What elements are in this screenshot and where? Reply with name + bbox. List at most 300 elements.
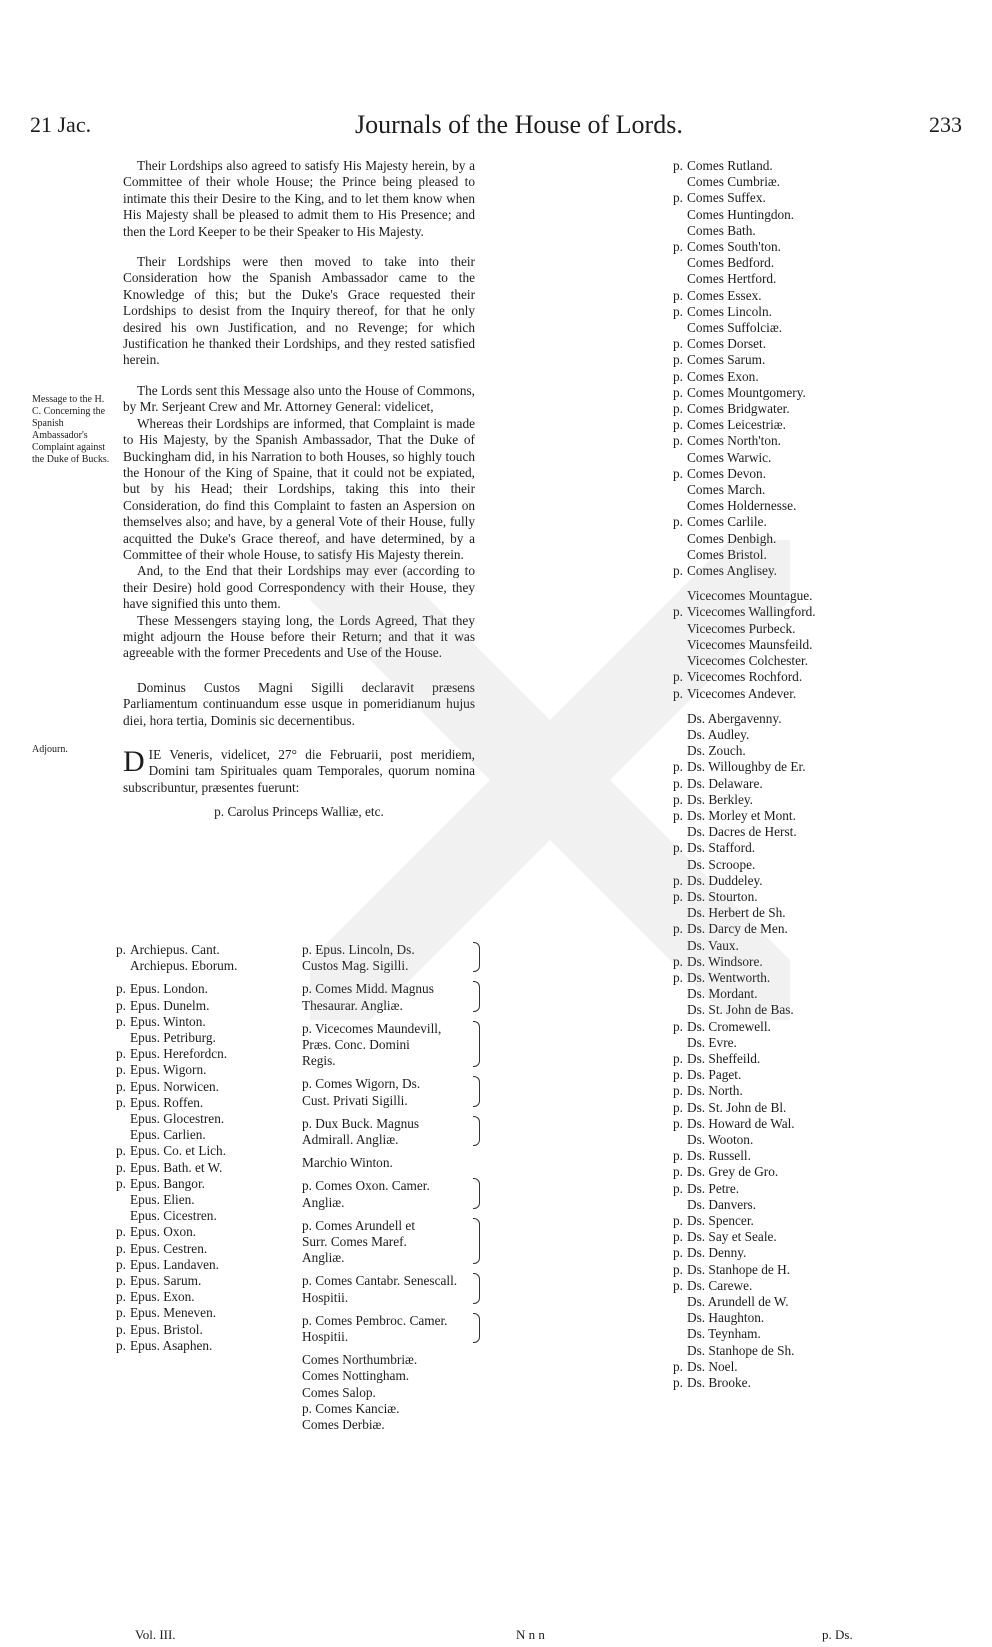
presence-mark: p. <box>673 1050 683 1066</box>
list-item <box>116 1208 292 1224</box>
peer-name: Epus. Herefordcn. <box>130 1046 228 1062</box>
list-item <box>673 1019 953 1035</box>
list-item <box>673 808 953 824</box>
officer-line: Admirall. Angliæ. <box>302 1132 399 1148</box>
peer-name: Ds. Teynham. <box>687 1326 761 1342</box>
officer-line: Regis. <box>302 1053 336 1069</box>
officer-line: Cust. Privati Sigilli. <box>302 1092 408 1108</box>
peer-name: Ds. Scroope. <box>687 856 756 872</box>
presence-mark: p. <box>116 1289 126 1305</box>
presence-mark: p. <box>673 791 683 807</box>
list-item <box>673 621 953 637</box>
officer-line: p. Comes Oxon. Camer. <box>302 1178 430 1194</box>
peer-name: Vicecomes Colchester. <box>687 653 809 669</box>
peer-name: Comes Suffolciæ. <box>687 320 783 336</box>
presence-mark: p. <box>673 921 683 937</box>
list-item <box>116 958 292 974</box>
peer-name: Ds. Delaware. <box>687 775 763 791</box>
presence-mark: p. <box>673 514 683 530</box>
list-item <box>673 1035 953 1051</box>
presence-mark: p. <box>116 1256 126 1272</box>
presence-mark: p. <box>116 1078 126 1094</box>
paragraph: Whereas their Lordships are informed, that Complaint is made to His Majesty, by the Spanish Ambassador, That the Duke of Buckingham did, in his Narration to both Houses, so highly touch the Honour of the King of Spaine, that it could not be expiated, but by his Head; their Lordships, taking this into their Consideration, do find this Complaint to fasten an Aspersion on themselves also; and have, by a general Vote of their House, fully acquitted the Duke's Grace thereof, and have determined, by a Committee of their whole House, to satisfy His Majesty therein. <box>123 415 475 562</box>
presence-mark: p. <box>673 969 683 985</box>
peer-name: Ds. Wooton. <box>687 1131 754 1147</box>
brace-mark <box>473 1313 480 1343</box>
peer-name: Comes Bristol. <box>687 546 767 562</box>
peer-name: Epus. Norwicen. <box>130 1078 219 1094</box>
brace-mark <box>473 1116 480 1146</box>
list-item <box>673 1310 953 1326</box>
peer-name: Ds. Stanhope de Sh. <box>687 1342 795 1358</box>
presence-mark: p. <box>673 1083 683 1099</box>
presence-mark: p. <box>673 336 683 352</box>
peer-name: Ds. Say et Seale. <box>687 1229 777 1245</box>
list-item <box>116 1160 292 1176</box>
presence-mark: p. <box>673 1180 683 1196</box>
brace-mark <box>473 1076 480 1106</box>
list-item <box>673 352 953 368</box>
officer-line: p. Comes Midd. Magnus <box>302 981 434 997</box>
peer-name: Comes Hertford. <box>687 271 777 287</box>
signature-mark: N n n <box>516 1627 545 1642</box>
list-item <box>116 942 292 958</box>
peer-name: Comes Essex. <box>687 287 762 303</box>
list-item <box>673 686 953 702</box>
peer-name: Archiepus. Cant. <box>130 942 220 957</box>
presence-mark: p. <box>673 1229 683 1245</box>
list-item <box>673 970 953 986</box>
header-title: Journals of the House of Lords. <box>355 110 683 139</box>
list-item <box>673 320 953 336</box>
officer-line: Marchio Winton. <box>302 1155 393 1171</box>
list-item <box>116 1014 292 1030</box>
peer-name: Ds. Stourton. <box>687 888 758 904</box>
peer-name: Ds. Vaux. <box>687 937 739 953</box>
list-item <box>673 986 953 1002</box>
peer-name: Epus. Glocestren. <box>130 1111 225 1127</box>
presence-mark: p. <box>116 981 126 997</box>
list-item <box>673 759 953 775</box>
presence-mark: p. <box>673 1115 683 1131</box>
list-item <box>673 304 953 320</box>
officer-block <box>302 1273 480 1305</box>
peer-name: Epus. Meneven. <box>130 1305 217 1321</box>
list-item <box>673 531 953 547</box>
officer-line: Comes Northumbriæ. <box>302 1352 418 1368</box>
peer-name: Epus. Winton. <box>130 1013 206 1029</box>
peer-name: Ds. Howard de Wal. <box>687 1115 795 1131</box>
peer-name: Ds. Russell. <box>687 1148 751 1164</box>
list-item <box>673 1197 953 1213</box>
presence-mark: p. <box>673 1148 683 1164</box>
presence-mark: p. <box>673 190 683 206</box>
list-item <box>673 482 953 498</box>
running-header <box>30 112 962 152</box>
attendance-list-officers <box>302 942 480 1440</box>
peer-name: Vicecomes Purbeck. <box>687 620 796 636</box>
peer-name: Comes Exon. <box>687 368 759 384</box>
presence-mark: p. <box>673 685 683 701</box>
officer-line: Comes Salop. <box>302 1384 376 1400</box>
list-item <box>116 1111 292 1127</box>
list-item <box>673 588 953 604</box>
list-item <box>673 1213 953 1229</box>
peer-name: Ds. Haughton. <box>687 1310 765 1326</box>
presence-mark: p. <box>673 303 683 319</box>
presence-mark: p. <box>673 604 683 620</box>
presence-mark: p. <box>673 807 683 823</box>
peer-name: Comes Bath. <box>687 222 756 238</box>
list-item <box>673 401 953 417</box>
peer-name: Epus. Roffen. <box>130 1094 204 1110</box>
presence-mark: p. <box>673 872 683 888</box>
list-item <box>673 158 953 174</box>
peer-name: Epus. Landaven. <box>130 1256 219 1272</box>
peer-name: Comes Sarum. <box>687 352 766 368</box>
list-item <box>673 824 953 840</box>
presence-mark: p. <box>673 759 683 775</box>
list-item <box>673 450 953 466</box>
list-item <box>673 1164 953 1180</box>
list-item <box>673 336 953 352</box>
list-item <box>673 1294 953 1310</box>
officer-line: Præs. Conc. Domini <box>302 1037 410 1053</box>
list-item <box>673 498 953 514</box>
list-item <box>116 1192 292 1208</box>
list-item <box>116 1030 292 1046</box>
attendance-list-spiritual <box>116 942 292 1354</box>
peer-name: Epus. Carlien. <box>130 1127 206 1143</box>
list-item <box>673 727 953 743</box>
list-item <box>673 1148 953 1164</box>
list-item <box>673 1343 953 1359</box>
officer-line: p. Dux Buck. Magnus <box>302 1115 420 1131</box>
attendance-list-temporal <box>673 158 953 1391</box>
presence-mark: p. <box>673 287 683 303</box>
peer-name: Ds. Petre. <box>687 1180 740 1196</box>
peer-name: Epus. Exon. <box>130 1289 195 1305</box>
list-item <box>673 288 953 304</box>
peer-name: Ds. Darcy de Men. <box>687 921 788 937</box>
list-item <box>116 1305 292 1321</box>
list-item <box>116 974 292 981</box>
list-item <box>673 174 953 190</box>
paragraph: These Messengers staying long, the Lords Agreed, That they might adjourn the House before their Return; and that it was agreeable with the former Precedents and Use of the House. <box>123 612 475 661</box>
presence-mark: p. <box>673 352 683 368</box>
list-item <box>673 711 953 727</box>
peer-name: Ds. Noel. <box>687 1358 738 1374</box>
peer-name: Comes South'ton. <box>687 239 782 255</box>
brace-mark <box>473 981 480 1011</box>
peer-name: Ds. Denny. <box>687 1245 747 1261</box>
officer-line: p. Comes Pembroc. Camer. Hospitii. <box>302 1312 448 1345</box>
sitting-text: IE Veneris, videlicet, 27° die Februarii, post meridiem, Domini tam Spirituales quam Temporales, quorum nomina subscribuntur, præsentes fuerunt: <box>123 747 475 795</box>
peer-name: Ds. North. <box>687 1083 743 1099</box>
presence-mark: p. <box>673 888 683 904</box>
officer-line: Comes Nottingham. <box>302 1368 410 1384</box>
presence-mark: p. <box>116 1273 126 1289</box>
list-item <box>116 1241 292 1257</box>
list-item <box>673 433 953 449</box>
presence-mark: p. <box>673 417 683 433</box>
presence-mark: p. <box>673 384 683 400</box>
officer-block <box>302 1155 480 1171</box>
list-item <box>673 840 953 856</box>
list-item <box>673 1326 953 1342</box>
officer-block <box>302 1313 480 1345</box>
list-item <box>673 921 953 937</box>
peer-name: Epus. Bangor. <box>130 1175 205 1191</box>
list-item <box>673 1100 953 1116</box>
list-item <box>673 938 953 954</box>
officer-line: p. Comes Kanciæ. <box>302 1400 400 1416</box>
peer-name: Epus. Dunelm. <box>130 997 210 1013</box>
list-item <box>673 1067 953 1083</box>
peer-name: Epus. Elien. <box>130 1192 195 1208</box>
officer-block <box>302 1021 480 1070</box>
list-item <box>673 604 953 620</box>
list-item <box>673 857 953 873</box>
margin-note-message: Message to the H. C. Concerning the Spanish Ambassador's Complaint against the Duke of Bucks. <box>32 394 110 465</box>
presence-mark: p. <box>673 669 683 685</box>
peer-name: Comes Denbigh. <box>687 530 777 546</box>
presence-mark: p. <box>673 1067 683 1083</box>
list-item <box>116 1079 292 1095</box>
peer-name: Ds. Dacres de Herst. <box>687 824 797 840</box>
presence-mark: p. <box>673 1375 683 1391</box>
list-item <box>673 776 953 792</box>
list-item <box>673 466 953 482</box>
list-item <box>673 369 953 385</box>
officer-line: Angliæ. <box>302 1194 345 1210</box>
list-item <box>673 1262 953 1278</box>
peer-name: Comes Leicestriæ. <box>687 417 786 433</box>
peer-name: Epus. Sarum. <box>130 1273 202 1289</box>
presence-mark: p. <box>116 1175 126 1191</box>
list-item <box>673 1132 953 1148</box>
peer-name: Ds. Sheffeild. <box>687 1050 761 1066</box>
presence-mark: p. <box>673 1261 683 1277</box>
peer-name: Ds. Danvers. <box>687 1196 757 1212</box>
list-item <box>673 255 953 271</box>
peer-name: Comes Warwic. <box>687 449 772 465</box>
list-item <box>116 1322 292 1338</box>
list-item <box>116 1127 292 1143</box>
peer-name: Comes Huntingdon. <box>687 206 795 222</box>
volume-mark: Vol. III. <box>135 1627 176 1642</box>
list-item <box>673 889 953 905</box>
presence-mark: p. <box>673 563 683 579</box>
header-regnal-year: 21 Jac. <box>30 112 92 137</box>
presence-mark: p. <box>116 1013 126 1029</box>
list-item <box>673 239 953 255</box>
peer-name: Comes Mountgomery. <box>687 384 806 400</box>
peer-name: Ds. Morley et Mont. <box>687 807 796 823</box>
list-item <box>116 1062 292 1078</box>
drop-cap: D <box>123 745 145 778</box>
list-item <box>673 1245 953 1261</box>
presence-mark: p. <box>116 1159 126 1175</box>
peer-name: Epus. London. <box>130 981 208 997</box>
peer-name: Epus. Bristol. <box>130 1321 203 1337</box>
presence-mark: p. <box>673 775 683 791</box>
peer-name: Comes Anglisey. <box>687 563 778 579</box>
list-item <box>673 905 953 921</box>
peer-name: Comes Lincoln. <box>687 303 772 319</box>
peer-name: Ds. Berkley. <box>687 791 753 807</box>
peer-name: Ds. Zouch. <box>687 743 746 759</box>
peer-name: Ds. Wentworth. <box>687 969 771 985</box>
peer-name: Epus. Oxon. <box>130 1224 197 1240</box>
paragraph: The Lords sent this Message also unto the House of Commons, by Mr. Serjeant Crew and Mr. Attorney General: videlicet, <box>123 382 475 415</box>
brace-mark <box>473 1178 480 1208</box>
presence-mark: p. <box>673 368 683 384</box>
peer-name: Epus. Bath. et W. <box>130 1159 223 1175</box>
list-item <box>116 1143 292 1159</box>
peer-name: Ds. Paget. <box>687 1067 742 1083</box>
peer-name: Epus. Cestren. <box>130 1240 208 1256</box>
brace-mark <box>473 1218 480 1265</box>
list-item <box>673 702 953 711</box>
list-item <box>673 190 953 206</box>
list-item <box>673 1083 953 1099</box>
peer-name: Ds. Stanhope de H. <box>687 1261 791 1277</box>
officer-line: Angliæ. <box>302 1250 345 1266</box>
officer-block <box>302 1218 480 1267</box>
presence-mark: p. <box>673 1213 683 1228</box>
presence-mark: p. <box>673 1099 683 1115</box>
peer-name: Ds. Herbert de Sh. <box>687 905 786 921</box>
peer-name: Ds. Brooke. <box>687 1375 751 1391</box>
paragraph: And, to the End that their Lordships may ever (according to their Desire) hold good Correspondency with their House, they have signified this unto them. <box>123 563 475 612</box>
peer-name: Comes Bridgwater. <box>687 401 790 417</box>
officer-line: Custos Mag. Sigilli. <box>302 958 409 974</box>
peer-name: Ds. St. John de Bl. <box>687 1099 787 1115</box>
list-item <box>673 954 953 970</box>
officer-block <box>302 1076 480 1108</box>
peer-name: Ds. St. John de Bas. <box>687 1002 794 1018</box>
list-item <box>673 873 953 889</box>
presence-mark: p. <box>116 1062 126 1078</box>
presence-mark: p. <box>116 1240 126 1256</box>
peer-name: Comes Holdernesse. <box>687 498 797 514</box>
list-item <box>116 1273 292 1289</box>
list-item <box>673 417 953 433</box>
peer-name: Ds. Arundell de W. <box>687 1294 789 1310</box>
presence-mark: p. <box>116 997 126 1013</box>
list-item <box>673 1375 953 1391</box>
list-item <box>673 563 953 579</box>
presence-mark: p. <box>673 401 683 417</box>
prince-line: p. Carolus Princeps Walliæ, etc. <box>214 804 384 820</box>
peer-name: Vicecomes Andever. <box>687 685 797 701</box>
brace-mark <box>473 942 480 972</box>
officer-line: p. Comes Wigorn, Ds. <box>302 1076 421 1092</box>
catchword: p. Ds. <box>822 1627 853 1642</box>
peer-name: Archiepus. Eborum. <box>130 958 238 974</box>
officer-line: p. Comes Arundell et <box>302 1217 416 1233</box>
officer-line: Comes Derbiæ. <box>302 1417 385 1433</box>
list-item <box>673 1229 953 1245</box>
peer-name: Epus. Petriburg. <box>130 1030 216 1046</box>
list-item <box>673 1278 953 1294</box>
peer-name: Ds. Willoughby de Er. <box>687 759 806 775</box>
peer-name: Comes Bedford. <box>687 255 775 271</box>
brace-mark <box>473 1021 480 1068</box>
presence-mark: p. <box>116 1143 126 1159</box>
paragraph: Their Lordships also agreed to satisfy His Majesty herein, by a Committee of their whole House; the Prince being pleased to intimate this their Desire to the King, and to let them know when His Majesty shall be pleased to admit them to His Presence; and then the Lord Keeper to be their Speaker to His Majesty. <box>123 158 475 239</box>
presence-mark: p. <box>673 1164 683 1180</box>
officer-line: Thesaurar. Angliæ. <box>302 997 403 1013</box>
list-item <box>673 1051 953 1067</box>
presence-mark: p. <box>116 1337 126 1353</box>
peer-name: Comes Dorset. <box>687 336 767 352</box>
list-item <box>673 1359 953 1375</box>
list-item <box>673 271 953 287</box>
officer-line: p. Vicecomes Maundevill, <box>302 1020 442 1036</box>
officer-block <box>302 1178 480 1210</box>
peer-name: Epus. Wigorn. <box>130 1062 207 1078</box>
presence-mark: p. <box>673 840 683 856</box>
presence-mark: p. <box>673 1018 683 1034</box>
presence-mark: p. <box>116 1094 126 1110</box>
list-item <box>116 998 292 1014</box>
peer-name: Comes Cumbriæ. <box>687 174 781 190</box>
list-item <box>673 1116 953 1132</box>
presence-mark: p. <box>116 1305 126 1321</box>
officer-line: p. Epus. Lincoln, Ds. <box>302 942 415 957</box>
peer-name: Vicecomes Rochford. <box>687 669 803 685</box>
list-item <box>116 1338 292 1354</box>
presence-mark: p. <box>116 1321 126 1337</box>
peer-name: Ds. Spencer. <box>687 1213 754 1228</box>
list-item <box>673 792 953 808</box>
officer-block <box>302 942 480 974</box>
list-item <box>673 1002 953 1018</box>
brace-mark <box>473 1273 480 1303</box>
list-item <box>673 669 953 685</box>
list-item <box>673 385 953 401</box>
list-item <box>673 207 953 223</box>
list-item <box>116 1046 292 1062</box>
list-item <box>116 981 292 997</box>
presence-mark: p. <box>673 953 683 969</box>
peer-name: Comes Devon. <box>687 465 767 481</box>
presence-mark: p. <box>116 942 126 957</box>
peer-name: Vicecomes Maunsfeild. <box>687 636 813 652</box>
presence-mark: p. <box>673 1358 683 1374</box>
list-item <box>673 579 953 588</box>
list-item <box>116 1289 292 1305</box>
peer-name: Ds. Audley. <box>687 726 750 742</box>
peer-name: Ds. Abergavenny. <box>687 710 782 726</box>
peer-name: Ds. Cromewell. <box>687 1018 771 1034</box>
list-item <box>673 1181 953 1197</box>
list-item <box>673 514 953 530</box>
peer-name: Epus. Cicestren. <box>130 1208 217 1224</box>
list-item <box>116 1224 292 1240</box>
peer-name: Ds. Stafford. <box>687 840 756 856</box>
presence-mark: p. <box>116 1046 126 1062</box>
peer-name: Vicecomes Mountague. <box>687 588 813 604</box>
peer-name: Ds. Evre. <box>687 1034 737 1050</box>
peer-name: Vicecomes Wallingford. <box>687 604 816 620</box>
list-item <box>116 1095 292 1111</box>
presence-mark: p. <box>673 1277 683 1293</box>
peer-name: Ds. Windsore. <box>687 953 763 969</box>
presence-mark: p. <box>673 239 683 255</box>
